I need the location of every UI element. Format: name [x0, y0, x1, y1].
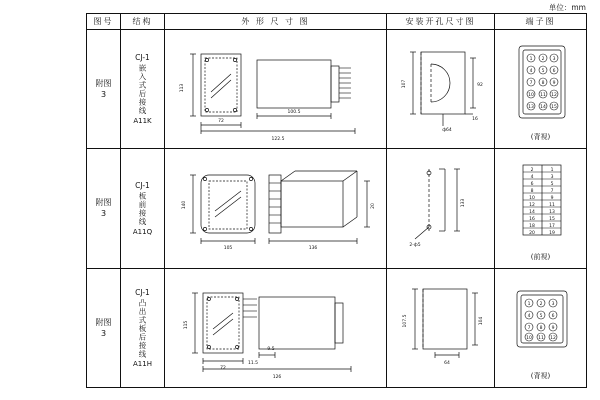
svg-text:7: 7	[550, 189, 554, 195]
svg-text:10: 10	[529, 196, 535, 202]
terminal-drawing-2	[495, 149, 586, 267]
cell-fig-no	[87, 268, 121, 387]
fig-no-line1: 附图	[95, 317, 112, 327]
cell-structure	[121, 149, 165, 268]
table-row	[87, 29, 587, 148]
svg-text:2: 2	[530, 168, 534, 174]
svg-text:2-ф5: 2-ф5	[409, 243, 421, 249]
structure-code: A11H	[133, 360, 152, 369]
cell-terminal	[495, 268, 587, 387]
svg-text:72: 72	[218, 118, 224, 124]
terminal-view-label: (前视)	[530, 252, 551, 261]
svg-text:1: 1	[550, 168, 554, 174]
outline-drawing-2	[165, 149, 386, 267]
svg-text:5: 5	[550, 182, 554, 188]
svg-text:133: 133	[461, 198, 466, 208]
structure-code: A11K	[133, 116, 152, 125]
structure-model: CJ-1	[135, 180, 150, 190]
svg-text:ф64: ф64	[442, 127, 452, 133]
svg-text:12: 12	[551, 92, 557, 98]
cell-fig-no	[87, 29, 121, 148]
svg-text:8: 8	[541, 80, 545, 86]
svg-text:9: 9	[552, 80, 556, 86]
cell-structure	[121, 29, 165, 148]
svg-text:4: 4	[527, 313, 531, 319]
header-mounting: 安装开孔尺寸图	[387, 14, 495, 30]
svg-text:72: 72	[220, 365, 226, 371]
svg-text:3: 3	[552, 56, 556, 62]
svg-text:19: 19	[549, 231, 555, 237]
svg-text:4: 4	[530, 175, 534, 181]
svg-text:1: 1	[527, 301, 531, 307]
svg-text:6: 6	[552, 68, 556, 74]
svg-text:64: 64	[444, 360, 450, 366]
svg-text:115: 115	[184, 320, 189, 329]
svg-text:9: 9	[551, 325, 555, 331]
outline-drawing-1	[165, 30, 386, 148]
cell-structure	[121, 268, 165, 387]
terminal-drawing-3	[495, 269, 586, 387]
table-row	[87, 149, 587, 268]
svg-text:8: 8	[539, 325, 543, 331]
svg-text:126: 126	[272, 374, 282, 380]
svg-text:7: 7	[529, 80, 533, 86]
header-structure: 结构	[121, 14, 165, 30]
svg-text:16: 16	[529, 217, 535, 223]
svg-text:6: 6	[551, 313, 555, 319]
cell-fig-no	[87, 149, 121, 268]
svg-text:11: 11	[538, 335, 544, 341]
svg-text:6: 6	[530, 182, 534, 188]
svg-text:122.5: 122.5	[271, 136, 285, 142]
cell-terminal	[495, 29, 587, 148]
svg-text:105: 105	[223, 246, 233, 252]
svg-text:20: 20	[529, 231, 535, 237]
fig-no-line1: 附图	[95, 198, 112, 208]
structure-text: 凸出式板后接线	[138, 298, 147, 359]
svg-text:5: 5	[541, 68, 545, 74]
header-fig-no: 图号	[87, 14, 121, 30]
svg-text:13: 13	[528, 104, 534, 110]
svg-text:18: 18	[529, 224, 535, 230]
cell-mounting	[387, 29, 495, 148]
svg-text:4: 4	[529, 68, 533, 74]
fig-no-line2: 3	[100, 328, 107, 338]
svg-text:136: 136	[308, 246, 318, 252]
header-terminal: 端子图	[495, 14, 587, 30]
svg-text:11: 11	[549, 203, 555, 209]
svg-text:113: 113	[180, 83, 185, 92]
svg-text:3: 3	[550, 175, 554, 181]
svg-text:1: 1	[529, 56, 533, 62]
structure-code: A11Q	[132, 227, 153, 236]
svg-text:10: 10	[526, 335, 532, 341]
cell-outline	[165, 149, 387, 268]
cell-mounting	[387, 268, 495, 387]
svg-text:12: 12	[529, 203, 535, 209]
terminal-drawing-1	[495, 30, 586, 148]
svg-text:2: 2	[539, 301, 543, 307]
svg-text:140: 140	[182, 200, 187, 210]
fig-no-line2: 3	[100, 89, 107, 99]
unit-note: 单位：mm	[548, 3, 586, 12]
cell-terminal	[495, 149, 587, 268]
spec-table	[86, 13, 587, 388]
svg-text:9.5: 9.5	[267, 346, 275, 352]
cell-mounting	[387, 149, 495, 268]
terminal-view-label: (背视)	[530, 372, 551, 380]
mounting-drawing-1	[387, 30, 494, 148]
svg-text:12: 12	[550, 335, 556, 341]
svg-text:100.5: 100.5	[287, 109, 301, 115]
svg-text:17: 17	[549, 224, 555, 230]
svg-text:15: 15	[549, 217, 555, 223]
svg-text:9: 9	[550, 196, 554, 202]
svg-text:5: 5	[539, 313, 543, 319]
structure-text: 嵌入式后接线	[138, 63, 147, 115]
svg-text:7: 7	[527, 325, 531, 331]
svg-text:13: 13	[549, 210, 555, 216]
svg-text:2: 2	[541, 56, 545, 62]
structure-model: CJ-1	[135, 52, 150, 62]
svg-text:107: 107	[402, 79, 407, 88]
svg-text:15: 15	[551, 104, 557, 110]
svg-text:10: 10	[528, 92, 534, 98]
svg-text:104: 104	[479, 316, 484, 325]
fig-no-line2: 3	[100, 209, 107, 219]
outline-drawing-3	[165, 269, 386, 387]
svg-text:14: 14	[540, 104, 546, 110]
svg-text:8: 8	[530, 189, 534, 195]
header-outline: 外 形 尺 寸 图	[165, 14, 387, 30]
structure-model: CJ-1	[135, 287, 150, 297]
mounting-drawing-3	[387, 269, 494, 387]
svg-text:16: 16	[472, 116, 478, 122]
structure-text: 板前接线	[138, 191, 147, 226]
table-header-row	[87, 14, 587, 30]
table-row	[87, 268, 587, 387]
fig-no-line1: 附图	[95, 78, 112, 88]
svg-text:92: 92	[477, 82, 483, 88]
cell-outline	[165, 29, 387, 148]
cell-outline	[165, 268, 387, 387]
mounting-drawing-2	[387, 149, 494, 267]
svg-text:107.5: 107.5	[403, 314, 408, 327]
terminal-view-label: (背视)	[530, 133, 551, 142]
svg-text:11: 11	[540, 92, 546, 98]
svg-text:20: 20	[371, 203, 376, 209]
svg-text:3: 3	[551, 301, 555, 307]
svg-text:14: 14	[529, 210, 535, 216]
svg-text:11.5: 11.5	[247, 360, 259, 366]
